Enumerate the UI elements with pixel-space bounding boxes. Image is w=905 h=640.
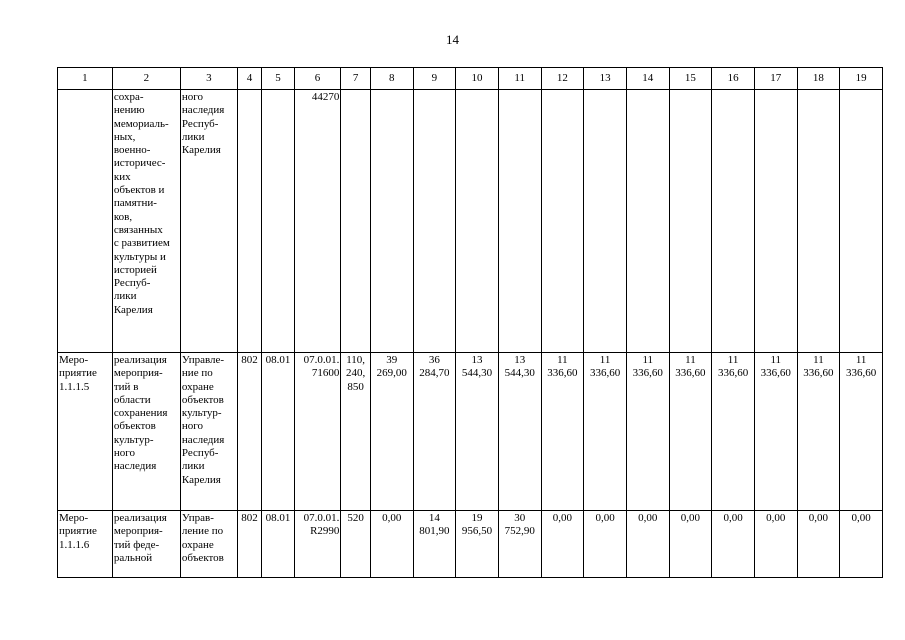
column-header: 7 — [341, 68, 370, 90]
table-cell: 11 336,60 — [754, 353, 797, 511]
table-cell — [370, 90, 413, 353]
column-header: 2 — [112, 68, 180, 90]
table-row — [58, 90, 883, 353]
table-cell — [797, 90, 840, 353]
table-cell: 30 752,90 — [498, 511, 541, 578]
column-header: 18 — [797, 68, 840, 90]
table-cell — [262, 90, 295, 353]
table-cell: 0,00 — [541, 511, 584, 578]
column-header: 4 — [237, 68, 261, 90]
table-cell: 0,00 — [797, 511, 840, 578]
table-cell — [237, 90, 261, 353]
table-cell: 0,00 — [370, 511, 413, 578]
column-header: 1 — [58, 68, 113, 90]
table-cell: 802 — [237, 353, 261, 511]
table-cell — [341, 90, 370, 353]
column-header: 13 — [584, 68, 627, 90]
column-header: 3 — [180, 68, 237, 90]
table-cell — [626, 90, 669, 353]
page-number: 14 — [446, 32, 459, 47]
table-cell: 36 284,70 — [413, 353, 456, 511]
table-cell: 08.01 — [262, 353, 295, 511]
table-cell — [669, 90, 712, 353]
table-cell: 802 — [237, 511, 261, 578]
table-cell: 0,00 — [626, 511, 669, 578]
table-cell: 08.01 — [262, 511, 295, 578]
table-cell: 07.0.01. R2990 — [294, 511, 341, 578]
table-cell: 39 269,00 — [370, 353, 413, 511]
table-cell: 0,00 — [584, 511, 627, 578]
table-cell: 520 — [341, 511, 370, 578]
table-cell: Управле- ние по охране объектов культур- ного наследия Респуб- лики Карелия — [180, 353, 237, 511]
table-cell — [456, 90, 499, 353]
table-cell: 14 801,90 — [413, 511, 456, 578]
table-cell: реализация мероприя- тий феде- ральной — [112, 511, 180, 578]
table-cell — [413, 90, 456, 353]
table-cell: 0,00 — [754, 511, 797, 578]
column-header: 6 — [294, 68, 341, 90]
table-cell: 07.0.01. 71600 — [294, 353, 341, 511]
column-header: 15 — [669, 68, 712, 90]
column-header: 12 — [541, 68, 584, 90]
table-cell: 11 336,60 — [712, 353, 755, 511]
column-header: 16 — [712, 68, 755, 90]
table-cell: 13 544,30 — [498, 353, 541, 511]
column-header: 19 — [840, 68, 883, 90]
table-cell: 44270 — [294, 90, 341, 353]
table-row — [58, 353, 883, 511]
column-header: 14 — [626, 68, 669, 90]
column-header: 17 — [754, 68, 797, 90]
table-cell: 11 336,60 — [669, 353, 712, 511]
table-cell: сохра- нению мемориаль- ных, военно- историчес- ких объектов и памятни- ков, связанных с развитием культуры и историей Респуб- лики Карелия — [112, 90, 180, 353]
table-cell — [584, 90, 627, 353]
table-cell: 0,00 — [712, 511, 755, 578]
column-header: 5 — [262, 68, 295, 90]
table-cell: 11 336,60 — [626, 353, 669, 511]
table-cell: 11 336,60 — [840, 353, 883, 511]
table-cell: Меро- приятие 1.1.1.6 — [58, 511, 113, 578]
table-cell: 13 544,30 — [456, 353, 499, 511]
table-cell: Управ- ление по охране объектов — [180, 511, 237, 578]
table-cell: 11 336,60 — [797, 353, 840, 511]
table-cell: 11 336,60 — [541, 353, 584, 511]
table-cell — [712, 90, 755, 353]
table-cell: 110, 240, 850 — [341, 353, 370, 511]
table-cell — [58, 90, 113, 353]
table-cell — [754, 90, 797, 353]
table-cell: 0,00 — [669, 511, 712, 578]
table-cell: реализация мероприя- тий в области сохранения объектов культур- ного наследия — [112, 353, 180, 511]
column-header: 8 — [370, 68, 413, 90]
table-cell: Меро- приятие 1.1.1.5 — [58, 353, 113, 511]
column-header: 11 — [498, 68, 541, 90]
column-header: 9 — [413, 68, 456, 90]
table-cell: 0,00 — [840, 511, 883, 578]
table-row — [58, 511, 883, 578]
table-cell — [840, 90, 883, 353]
table-cell: 19 956,50 — [456, 511, 499, 578]
budget-table — [57, 67, 883, 578]
header-row — [58, 68, 883, 90]
table-cell — [541, 90, 584, 353]
column-header: 10 — [456, 68, 499, 90]
table-cell — [498, 90, 541, 353]
table-cell: 11 336,60 — [584, 353, 627, 511]
table-cell: ного наследия Респуб- лики Карелия — [180, 90, 237, 353]
